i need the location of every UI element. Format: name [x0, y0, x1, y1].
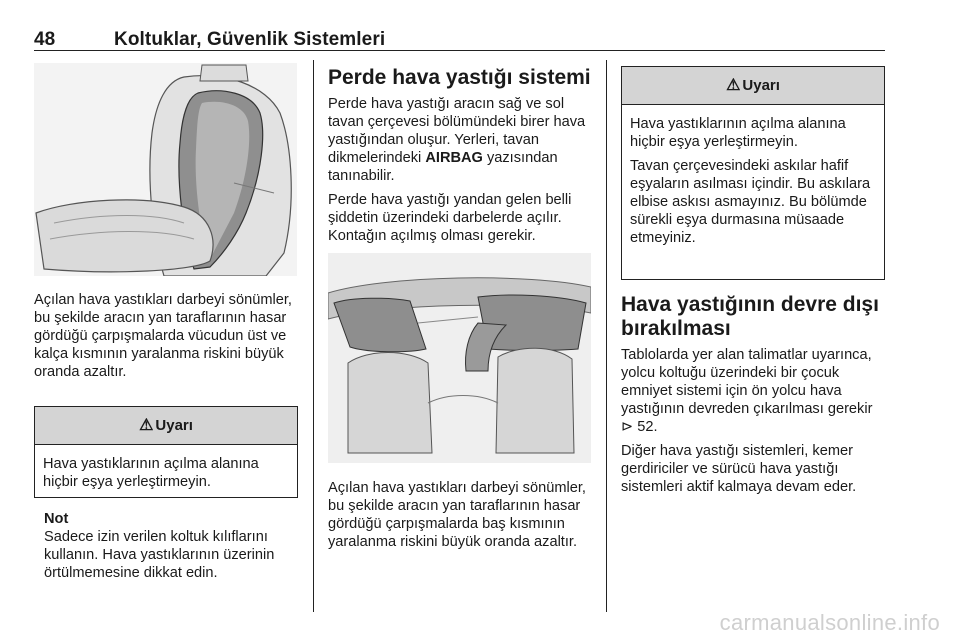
warning-title: Uyarı — [742, 77, 780, 94]
p1-text-end: yazısından tanınabilir. — [328, 150, 558, 184]
watermark: carmanualsonline.info — [719, 610, 940, 635]
p1-text: Perde hava yastığı aracın sağ ve sol tavan çerçevesi bölümündeki birer hava yastığından oluşur. Yerleri, tavan dikmelerindeki — [328, 96, 586, 166]
warning-text: Hava yastıklarının açılma alanına hiçbir eşya yerleştirmeyin. — [43, 456, 259, 490]
warning-triangle-icon: ⚠ — [726, 77, 741, 94]
warning-title: Uyarı — [155, 417, 193, 434]
page-header — [34, 29, 385, 51]
deactivation-paragraph-1 — [621, 346, 885, 436]
curtain-airbag-heading: Perde hava yastığı sistemi — [328, 66, 591, 89]
curtain-airbag-paragraph-2: Perde hava yastığı yandan gelen belli şiddetin üzerindeki darbelerde açılır. Kontağın açılmış olması gerekir. — [328, 192, 572, 244]
deactivation-paragraph-2: Diğer hava yastığı sistemleri, kemer gerdiriciler ve sürücü hava yastığı sistemleri aktif kalmaya devam eder. — [621, 443, 857, 495]
warning-header — [35, 407, 297, 445]
curtain-airbag-paragraph-1 — [328, 95, 593, 185]
curtain-airbag-illustration — [328, 253, 591, 463]
column-3-text — [621, 293, 885, 502]
chapter-title: Koltuklar, Güvenlik Sistemleri — [114, 29, 386, 50]
warning-box-2 — [621, 66, 885, 280]
warning-text-1: Hava yastıklarının açılma alanına hiçbir eşya yerleştirmeyin. — [630, 116, 846, 150]
curtain-airbag-caption: Açılan hava yastıkları darbeyi sönümler, bu şekilde aracın yan taraflarının hasar gördüğü çarpışmalarda baş kısmının yaralanma riskini büyük oranda azaltır. — [328, 480, 586, 550]
airbag-label: AIRBAG — [425, 150, 483, 166]
warning-triangle-icon: ⚠ — [139, 417, 154, 434]
warning-text-2: Tavan çerçevesindeki askılar hafif eşyaların asılması içindir. Bu askılara elbise askısı asmayınız. Bu bölümde sürekli eşya durmasına müsaade etmeyiniz. — [630, 158, 871, 246]
side-airbag-seat-illustration — [34, 63, 297, 276]
page-reference-arrow-icon: ⊳ — [621, 419, 634, 435]
column-1-text — [34, 291, 297, 387]
column-divider-1 — [313, 60, 314, 612]
note-block — [44, 510, 298, 582]
p1-text: Tablolarda yer alan talimatlar uyarınca, yolcu koltuğu üzerindeki bir çocuk emniyet sistemi için ön yolcu hava yastığının devreden çıkarılması gerekir — [621, 347, 873, 417]
column-divider-2 — [606, 60, 607, 612]
airbag-deactivation-heading: Hava yastığının devre dışı bırakılması — [621, 293, 879, 340]
warning-header — [622, 67, 884, 105]
seat-airbag-caption: Açılan hava yastıkları darbeyi sönümler, bu şekilde aracın yan taraflarının hasar gördüğü çarpışmalarda vücudun üst ve kalça kısmının yaralanma riskini büyük oranda azaltır. — [34, 292, 292, 380]
page-number: 48 — [34, 29, 56, 50]
note-title: Not — [44, 511, 69, 527]
curtain-airbag-caption-block — [328, 479, 593, 557]
column-2-text — [328, 66, 593, 251]
header-rule — [34, 50, 885, 51]
warning-box-1 — [34, 406, 298, 498]
page-reference: 52. — [633, 419, 658, 435]
note-text: Sadece izin verilen koltuk kılıflarını kullanın. Hava yastıklarının üzerinin örtülmemesine dikkat edin. — [44, 529, 275, 581]
